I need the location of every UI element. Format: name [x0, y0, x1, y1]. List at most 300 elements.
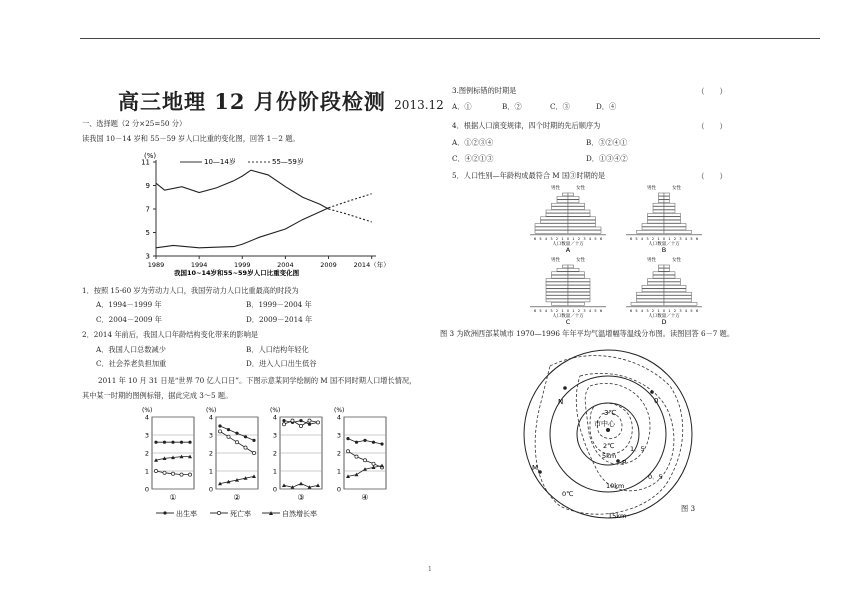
label-N: N	[558, 398, 564, 406]
bar-female	[568, 272, 585, 275]
birth-point	[380, 442, 383, 445]
bar-male	[546, 282, 568, 285]
tick-label: 4	[544, 308, 548, 313]
bar-female	[664, 220, 681, 223]
bar-female	[664, 196, 670, 199]
death-point	[308, 419, 311, 422]
bar-male	[541, 220, 569, 223]
q4-option-c[interactable]: C．④②①③	[452, 154, 494, 163]
birth-point	[346, 437, 349, 440]
tick-label: 3	[679, 236, 682, 241]
female-label: 女性	[576, 186, 585, 191]
pyramid-label: D	[661, 317, 667, 326]
tick-label: 6	[695, 236, 699, 241]
bar-female	[664, 224, 686, 227]
tick-label: 5	[539, 308, 542, 313]
label-5km: 5km	[602, 452, 617, 460]
bar-male	[642, 289, 664, 292]
panel-label: ②	[233, 493, 241, 502]
bar-female	[568, 193, 574, 196]
death-point	[282, 423, 285, 426]
bar-female	[664, 268, 670, 271]
legend-birth: 出生率	[176, 510, 197, 518]
city-center-marker	[606, 428, 610, 432]
panel-label: ③	[297, 493, 305, 502]
birth-point	[252, 439, 255, 442]
x-tick-label: 2014（年）	[353, 261, 390, 269]
death-point	[235, 441, 238, 444]
question-5: 5．人口性别—年龄构成最符合 M 国③时期的是	[452, 171, 606, 180]
female-label: 女性	[672, 258, 681, 263]
natural-point	[355, 473, 359, 477]
bar-female	[568, 292, 590, 295]
bar-male	[659, 265, 665, 268]
death-point	[372, 462, 375, 465]
bar-female	[664, 230, 692, 233]
y-tick-label: 1	[272, 467, 277, 476]
bar-female	[568, 296, 590, 299]
bar-male	[546, 279, 568, 282]
birth-point	[235, 432, 238, 435]
bar-female	[664, 296, 692, 299]
tick-label: 6	[629, 308, 633, 313]
y-tick-label: 5	[145, 229, 150, 237]
label-city-center: 市中心	[594, 420, 615, 428]
bar-male	[552, 302, 569, 305]
bar-male	[637, 230, 665, 233]
y-tick-label: 2	[272, 449, 277, 458]
natural-point	[316, 483, 320, 487]
bar-male	[563, 265, 569, 268]
birth-point	[163, 441, 166, 444]
death-point	[299, 424, 302, 427]
tick-label: 1	[657, 308, 660, 313]
legend-55-59	[248, 157, 304, 166]
q3-answer-paren[interactable]: （ ）	[697, 87, 727, 96]
bar-female	[568, 224, 596, 227]
question-6-7-intro: 图 3 为欧洲西部某城市 1970—1996 年年平均气温增幅等温线分布图。读图回答 6－7 题。	[440, 329, 735, 338]
natural-point	[299, 482, 303, 486]
bar-female	[664, 200, 670, 203]
y-tick-label: 1	[144, 467, 149, 476]
bar-female	[664, 299, 692, 302]
x-tick-label: 1999	[234, 261, 251, 269]
y-tick-label: 0	[336, 485, 341, 494]
tick-label: 1	[561, 236, 564, 241]
bar-male	[546, 285, 568, 288]
bar-male	[648, 279, 665, 282]
pyramid-C	[530, 256, 606, 326]
exam-date: 2013.12	[394, 98, 444, 112]
bar-female	[568, 200, 579, 203]
x-axis-label: 人口数量／十万	[648, 241, 680, 247]
tick-label: 6	[533, 236, 537, 241]
bar-female	[664, 207, 675, 210]
tick-label: 6	[599, 236, 603, 241]
q1-option-a[interactable]: A．1994－1999 年	[96, 300, 162, 309]
birth-point	[244, 435, 247, 438]
label-3c: 3℃	[604, 409, 617, 417]
q1-option-b[interactable]: B．1999－2004 年	[246, 300, 312, 309]
tick-label: 0	[566, 308, 570, 313]
birth-point	[355, 441, 358, 444]
death-point	[244, 446, 247, 449]
figure-3-caption: 图 3	[681, 504, 696, 513]
m-country-population-growth-panels	[138, 403, 388, 521]
tick-label: 0	[662, 308, 666, 313]
death-point	[218, 430, 221, 433]
male-label: 男性	[551, 186, 560, 191]
q2-option-d[interactable]: D．进入人口出生低谷	[246, 359, 317, 368]
bar-female	[664, 302, 697, 305]
birth-point	[180, 441, 183, 444]
bar-male	[648, 217, 665, 220]
birth-point	[218, 424, 221, 427]
label-0c: 0℃	[562, 490, 574, 498]
legend-natural: 自然增长率	[282, 510, 317, 518]
label-15km: 15km	[608, 512, 627, 520]
q4-option-b[interactable]: B．③②④①	[586, 138, 628, 147]
question-3-5-intro-line2: 其中某一时期的图例标错，据此完成 3～5 题。	[82, 391, 233, 400]
bar-female	[664, 289, 686, 292]
female-label: 女性	[576, 258, 585, 263]
q2-option-b[interactable]: B．人口结构年轻化	[246, 345, 309, 354]
tick-label: 2	[555, 236, 559, 241]
label-M: M	[532, 464, 539, 472]
birth-point	[308, 423, 311, 426]
point-n-marker	[563, 386, 567, 390]
birth-point	[171, 441, 174, 444]
y-tick-label: 3	[145, 252, 150, 261]
bar-female	[664, 282, 681, 285]
y-tick-label: 4	[208, 413, 213, 422]
series-1-projection	[329, 194, 372, 208]
tick-label: 3	[583, 308, 586, 313]
bar-male	[642, 227, 664, 230]
bar-male	[546, 289, 568, 292]
tick-label: 5	[594, 308, 597, 313]
bar-male	[642, 285, 664, 288]
page-number: 1	[428, 566, 432, 573]
question-1: 1．按照 15-60 岁为劳动力人口，我国劳动力人口比重最高的时段为	[82, 286, 299, 295]
bar-female	[568, 207, 585, 210]
y-tick-label: 3	[208, 431, 213, 440]
birth-point	[299, 419, 302, 422]
bar-female	[568, 210, 590, 213]
bar-male	[637, 296, 665, 299]
death-point	[154, 469, 157, 472]
bar-male	[648, 282, 665, 285]
natural-point	[252, 474, 256, 478]
y-unit-label: (%)	[144, 152, 157, 160]
bar-male	[659, 193, 665, 196]
bar-female	[568, 282, 590, 285]
bar-male	[541, 217, 569, 220]
y-tick-label: 9	[145, 182, 150, 190]
tick-label: 0	[662, 236, 666, 241]
tick-label: 5	[539, 236, 542, 241]
panel-label: ④	[361, 493, 369, 502]
death-point	[227, 435, 230, 438]
tick-label: 2	[577, 308, 581, 313]
bar-male	[546, 213, 568, 216]
bar-male	[557, 268, 568, 271]
panel-y-unit: (%)	[142, 407, 153, 414]
isotherm-map	[510, 346, 710, 526]
q1-option-d[interactable]: D．2009－2014 年	[246, 315, 313, 324]
bar-female	[664, 217, 681, 220]
label-P: P	[622, 459, 627, 467]
pyramid-label: C	[565, 317, 571, 326]
age-share-line-chart	[138, 148, 390, 278]
panel-y-unit: (%)	[270, 407, 281, 414]
isotherm-0	[535, 356, 683, 515]
bar-female	[664, 285, 686, 288]
series-1-line	[156, 208, 329, 248]
bar-female	[568, 279, 590, 282]
bar-female	[664, 193, 670, 196]
pyramid-D	[626, 256, 702, 326]
y-tick-label: 0	[272, 485, 277, 494]
bar-female	[568, 275, 585, 278]
bar-male	[557, 196, 568, 199]
q2-option-a[interactable]: A．我国人口总数减少	[96, 345, 166, 354]
legend-10-14-label: 10—14岁	[204, 158, 236, 166]
label-0-5: 0．5	[648, 473, 663, 481]
tick-label: 6	[629, 236, 633, 241]
chart-caption: 我国10~14岁和55~59岁人口比重变化图	[174, 269, 300, 277]
q3-option-c[interactable]: C．③	[550, 102, 570, 111]
death-point	[188, 473, 191, 476]
bar-male	[552, 207, 569, 210]
birth-point	[227, 428, 230, 431]
label-2c: 2℃	[603, 442, 615, 450]
tick-label: 3	[679, 308, 682, 313]
bar-female	[568, 265, 574, 268]
bar-male	[653, 207, 664, 210]
bar-female	[568, 230, 601, 233]
q4-option-a[interactable]: A．①②③④	[452, 138, 494, 147]
tick-label: 1	[572, 308, 575, 313]
panel-2	[206, 407, 258, 502]
bar-male	[653, 272, 664, 275]
tick-label: 1	[668, 308, 671, 313]
legend	[156, 509, 317, 518]
bar-female	[568, 220, 596, 223]
tick-label: 1	[572, 236, 575, 241]
tick-label: 3	[583, 236, 586, 241]
bar-male	[546, 296, 568, 299]
male-label: 男性	[551, 258, 560, 263]
tick-label: 4	[544, 236, 548, 241]
tick-label: 5	[690, 236, 693, 241]
q4-option-d[interactable]: D．①③④②	[586, 154, 628, 163]
tick-label: 2	[673, 308, 677, 313]
label-10km: 10km	[606, 482, 625, 490]
death-point	[363, 459, 366, 462]
bar-female	[568, 302, 585, 305]
bar-female	[664, 213, 681, 216]
bar-male	[659, 196, 665, 199]
bar-female	[664, 272, 675, 275]
tick-label: 4	[684, 308, 688, 313]
question-3: 3.图例标错的时期是	[452, 86, 517, 95]
y-tick-label: 3	[272, 431, 277, 440]
tick-label: 5	[690, 308, 693, 313]
bar-male	[552, 272, 569, 275]
panel-y-unit: (%)	[206, 407, 217, 414]
male-label: 男性	[647, 258, 656, 263]
exam-title: 高三地理 12 月份阶段检测 2013.12	[118, 89, 444, 114]
bar-male	[653, 203, 664, 206]
tick-label: 5	[635, 308, 638, 313]
bar-male	[642, 224, 664, 227]
bar-female	[664, 279, 681, 282]
tick-label: 1	[657, 236, 660, 241]
y-tick-label: 4	[336, 413, 341, 422]
pyramid-B	[626, 184, 702, 254]
bar-female	[664, 210, 675, 213]
bar-female	[568, 227, 601, 230]
x-tick-label: 2009	[320, 261, 337, 269]
bar-male	[648, 213, 665, 216]
tick-label: 3	[646, 308, 649, 313]
birth-point	[282, 419, 285, 422]
bar-male	[546, 210, 568, 213]
bar-male	[546, 299, 568, 302]
death-point	[163, 471, 166, 474]
x-axis-label: 人口数量／十万	[552, 313, 584, 319]
tick-label: 3	[550, 236, 553, 241]
bar-male	[637, 299, 665, 302]
death-point	[252, 451, 255, 454]
x-axis-label: 人口数量／十万	[648, 313, 680, 319]
bar-male	[535, 224, 568, 227]
bar-male	[653, 275, 664, 278]
bar-female	[568, 289, 590, 292]
bar-female	[568, 196, 579, 199]
bar-female	[664, 203, 675, 206]
natural-point	[282, 483, 286, 487]
male-label: 男性	[647, 186, 656, 191]
tick-label: 2	[651, 236, 655, 241]
bar-male	[563, 193, 569, 196]
q4-answer-paren[interactable]: （ ）	[697, 122, 727, 131]
tick-label: 1	[561, 308, 564, 313]
tick-label: 1	[668, 236, 671, 241]
death-point	[180, 473, 183, 476]
bar-male	[659, 200, 665, 203]
series-0-line	[156, 170, 329, 209]
death-point	[316, 421, 319, 424]
bar-male	[535, 227, 568, 230]
bar-male	[552, 275, 569, 278]
bar-male	[653, 210, 664, 213]
q5-answer-paren[interactable]: （ ）	[697, 172, 727, 181]
q1-option-c[interactable]: C．2004－2009 年	[96, 315, 162, 324]
y-tick-label: 2	[336, 449, 341, 458]
pyramid-label: A	[565, 245, 571, 254]
x-tick-label: 2004	[277, 261, 294, 269]
tick-label: 6	[695, 308, 699, 313]
y-tick-label: 2	[208, 449, 213, 458]
bar-female	[664, 227, 686, 230]
tick-label: 4	[640, 308, 644, 313]
pyramid-label: B	[661, 245, 667, 254]
bar-male	[648, 220, 665, 223]
y-tick-label: 0	[144, 485, 149, 494]
bar-female	[568, 217, 596, 220]
panel-label: ①	[169, 493, 177, 502]
y-tick-label: 0	[208, 485, 213, 494]
y-tick-label: 4	[144, 413, 149, 422]
death-point	[346, 450, 349, 453]
legend-death: 死亡率	[230, 510, 251, 518]
label-iso0a: 0	[654, 397, 659, 405]
q2-option-c[interactable]: C．社会养老负担加重	[96, 359, 167, 368]
question-4: 4．根据人口演变规律，四个时期的先后顺序为	[452, 121, 601, 130]
birth-point	[154, 441, 157, 444]
label-1-5: 1．5	[630, 445, 645, 453]
y-tick-label: 2	[144, 449, 149, 458]
section-heading: 一、选择题（2 分×25=50 分）	[82, 119, 187, 128]
point-o-marker	[650, 390, 654, 394]
bar-female	[568, 299, 590, 302]
panel-3	[270, 407, 322, 502]
bar-female	[664, 265, 670, 268]
header-rule	[80, 38, 820, 39]
tick-label: 2	[555, 308, 559, 313]
bar-female	[664, 292, 692, 295]
ring-15km	[524, 350, 692, 518]
panel-4	[334, 407, 386, 502]
death-point	[171, 472, 174, 475]
x-axis-label: 人口数量／十万	[552, 241, 584, 247]
bar-male	[557, 200, 568, 203]
tick-label: 2	[673, 236, 677, 241]
question-3-5-intro-line1: 2011 年 10 月 31 日是“世界 70 亿人口日”。下图示意某同学绘制的 M 国不同时期人口增长情况，	[98, 376, 417, 385]
y-tick-label: 4	[272, 413, 277, 422]
y-tick-label: 3	[144, 431, 149, 440]
q3-option-d[interactable]: D．④	[596, 102, 617, 111]
bar-male	[659, 268, 665, 271]
bar-male	[637, 292, 665, 295]
bar-male	[546, 292, 568, 295]
tick-label: 4	[684, 236, 688, 241]
bar-female	[568, 203, 585, 206]
question-2: 2．2014 年前后，我国人口年龄结构变化带来的影响是	[82, 330, 259, 339]
birth-point	[372, 441, 375, 444]
bar-female	[568, 268, 579, 271]
x-tick-label: 1989	[147, 261, 165, 269]
series-0-projection	[329, 209, 372, 222]
y-tick-label: 11	[141, 158, 150, 167]
birth-point	[188, 441, 191, 444]
legend-10-14	[180, 157, 236, 166]
bar-male	[552, 203, 569, 206]
q3-option-a[interactable]: A．①	[452, 102, 472, 111]
tick-label: 6	[533, 308, 537, 313]
death-point	[291, 419, 294, 422]
legend-55-59-label: 55—59岁	[272, 158, 304, 166]
tick-label: 6	[599, 308, 603, 313]
tick-label: 4	[588, 236, 592, 241]
q3-option-b[interactable]: B．②	[502, 102, 522, 111]
point-m-marker	[538, 470, 542, 474]
x-tick-label: 1994	[190, 261, 208, 269]
question-1-2-intro: 读我国 10－14 岁和 55－59 岁人口比重的变化图，回答 1－2 题。	[82, 134, 300, 143]
panel-1	[142, 407, 194, 502]
